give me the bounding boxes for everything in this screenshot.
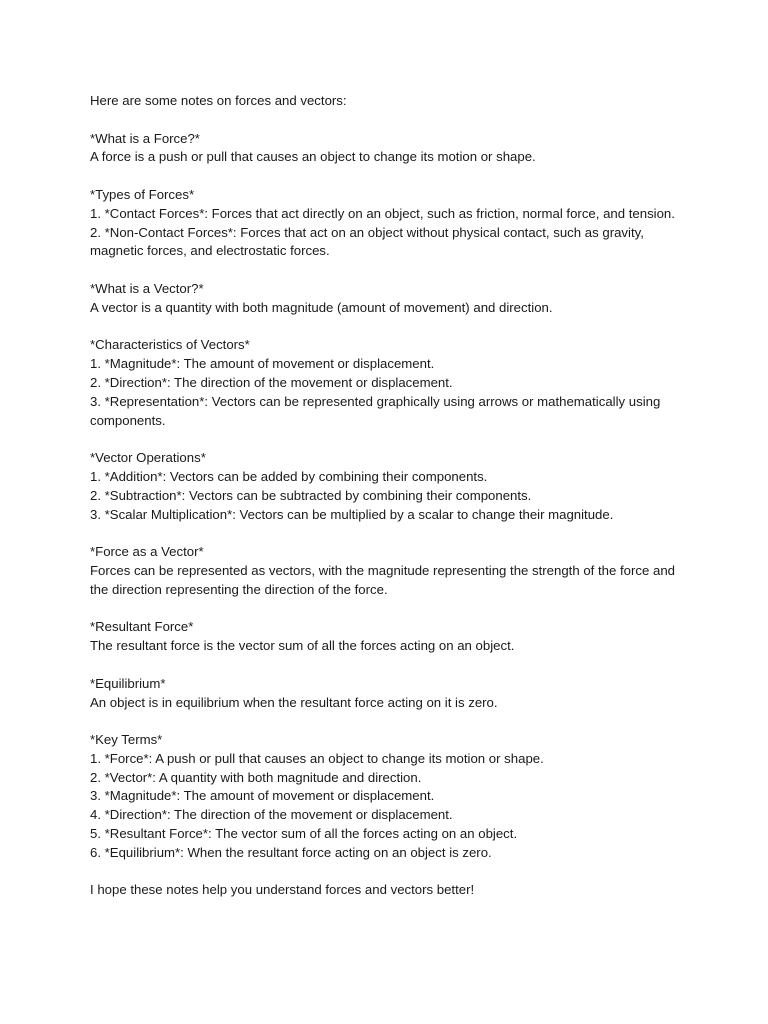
closing-paragraph [90,881,690,900]
section-equilibrium [90,675,690,713]
section-heading: *Vector Operations* [90,450,206,466]
list-item: 1. *Contact Forces*: Forces that act directly on an object, such as friction, normal force, and tension. [90,205,675,221]
list-item: 5. *Resultant Force*: The vector sum of all the forces acting on an object. [90,826,518,842]
section-line: An object is in equilibrium when the resultant force acting on it is zero. [90,694,498,710]
intro-paragraph [90,92,690,111]
closing-text: I hope these notes help you understand forces and vectors better! [90,882,475,898]
list-item: 2. *Subtraction*: Vectors can be subtracted by combining their components. [90,487,532,503]
section-heading: *Force as a Vector* [90,544,204,560]
section-line: A vector is a quantity with both magnitude (amount of movement) and direction. [90,299,553,315]
list-item: 4. *Direction*: The direction of the movement or displacement. [90,807,453,823]
section-heading: *Types of Forces* [90,186,195,202]
section-heading: *What is a Force?* [90,130,200,146]
section-heading: *Characteristics of Vectors* [90,337,250,353]
section-line: The resultant force is the vector sum of all the forces acting on an object. [90,638,515,654]
section-heading: *What is a Vector?* [90,280,204,296]
section-key-terms [90,731,690,863]
section-vector-operations [90,449,690,524]
list-item: 1. *Addition*: Vectors can be added by combining their components. [90,468,488,484]
intro-text: Here are some notes on forces and vectors: [90,93,347,108]
section-heading: *Resultant Force* [90,619,194,635]
list-item: 2. *Vector*: A quantity with both magnitude and direction. [90,769,422,785]
section-characteristics [90,336,690,430]
section-types-of-forces [90,186,690,261]
section-what-is-vector [90,280,690,318]
section-heading: *Key Terms* [90,732,163,748]
list-item: 3. *Scalar Multiplication*: Vectors can be multiplied by a scalar to change their magnitude. [90,506,614,522]
list-item: 6. *Equilibrium*: When the resultant force acting on an object is zero. [90,844,492,860]
list-item: 1. *Force*: A push or pull that causes an object to change its motion or shape. [90,750,544,766]
section-line: Forces can be represented as vectors, with the magnitude representing the strength of the force and the direction representing the direction of the force. [90,562,675,597]
section-line: A force is a push or pull that causes an object to change its motion or shape. [90,149,536,165]
section-what-is-force [90,130,690,168]
list-item: 2. *Direction*: The direction of the movement or displacement. [90,374,453,390]
list-item: 3. *Magnitude*: The amount of movement or displacement. [90,788,435,804]
list-item: 1. *Magnitude*: The amount of movement or displacement. [90,356,435,372]
notes-body [90,92,690,900]
list-item: 2. *Non-Contact Forces*: Forces that act on an object without physical contact, such as gravity, magnetic forces, and electrostatic forces. [90,224,644,259]
section-heading: *Equilibrium* [90,675,166,691]
section-resultant-force [90,618,690,656]
section-force-as-vector [90,543,690,599]
list-item: 3. *Representation*: Vectors can be represented graphically using arrows or mathematically using components. [90,393,661,428]
